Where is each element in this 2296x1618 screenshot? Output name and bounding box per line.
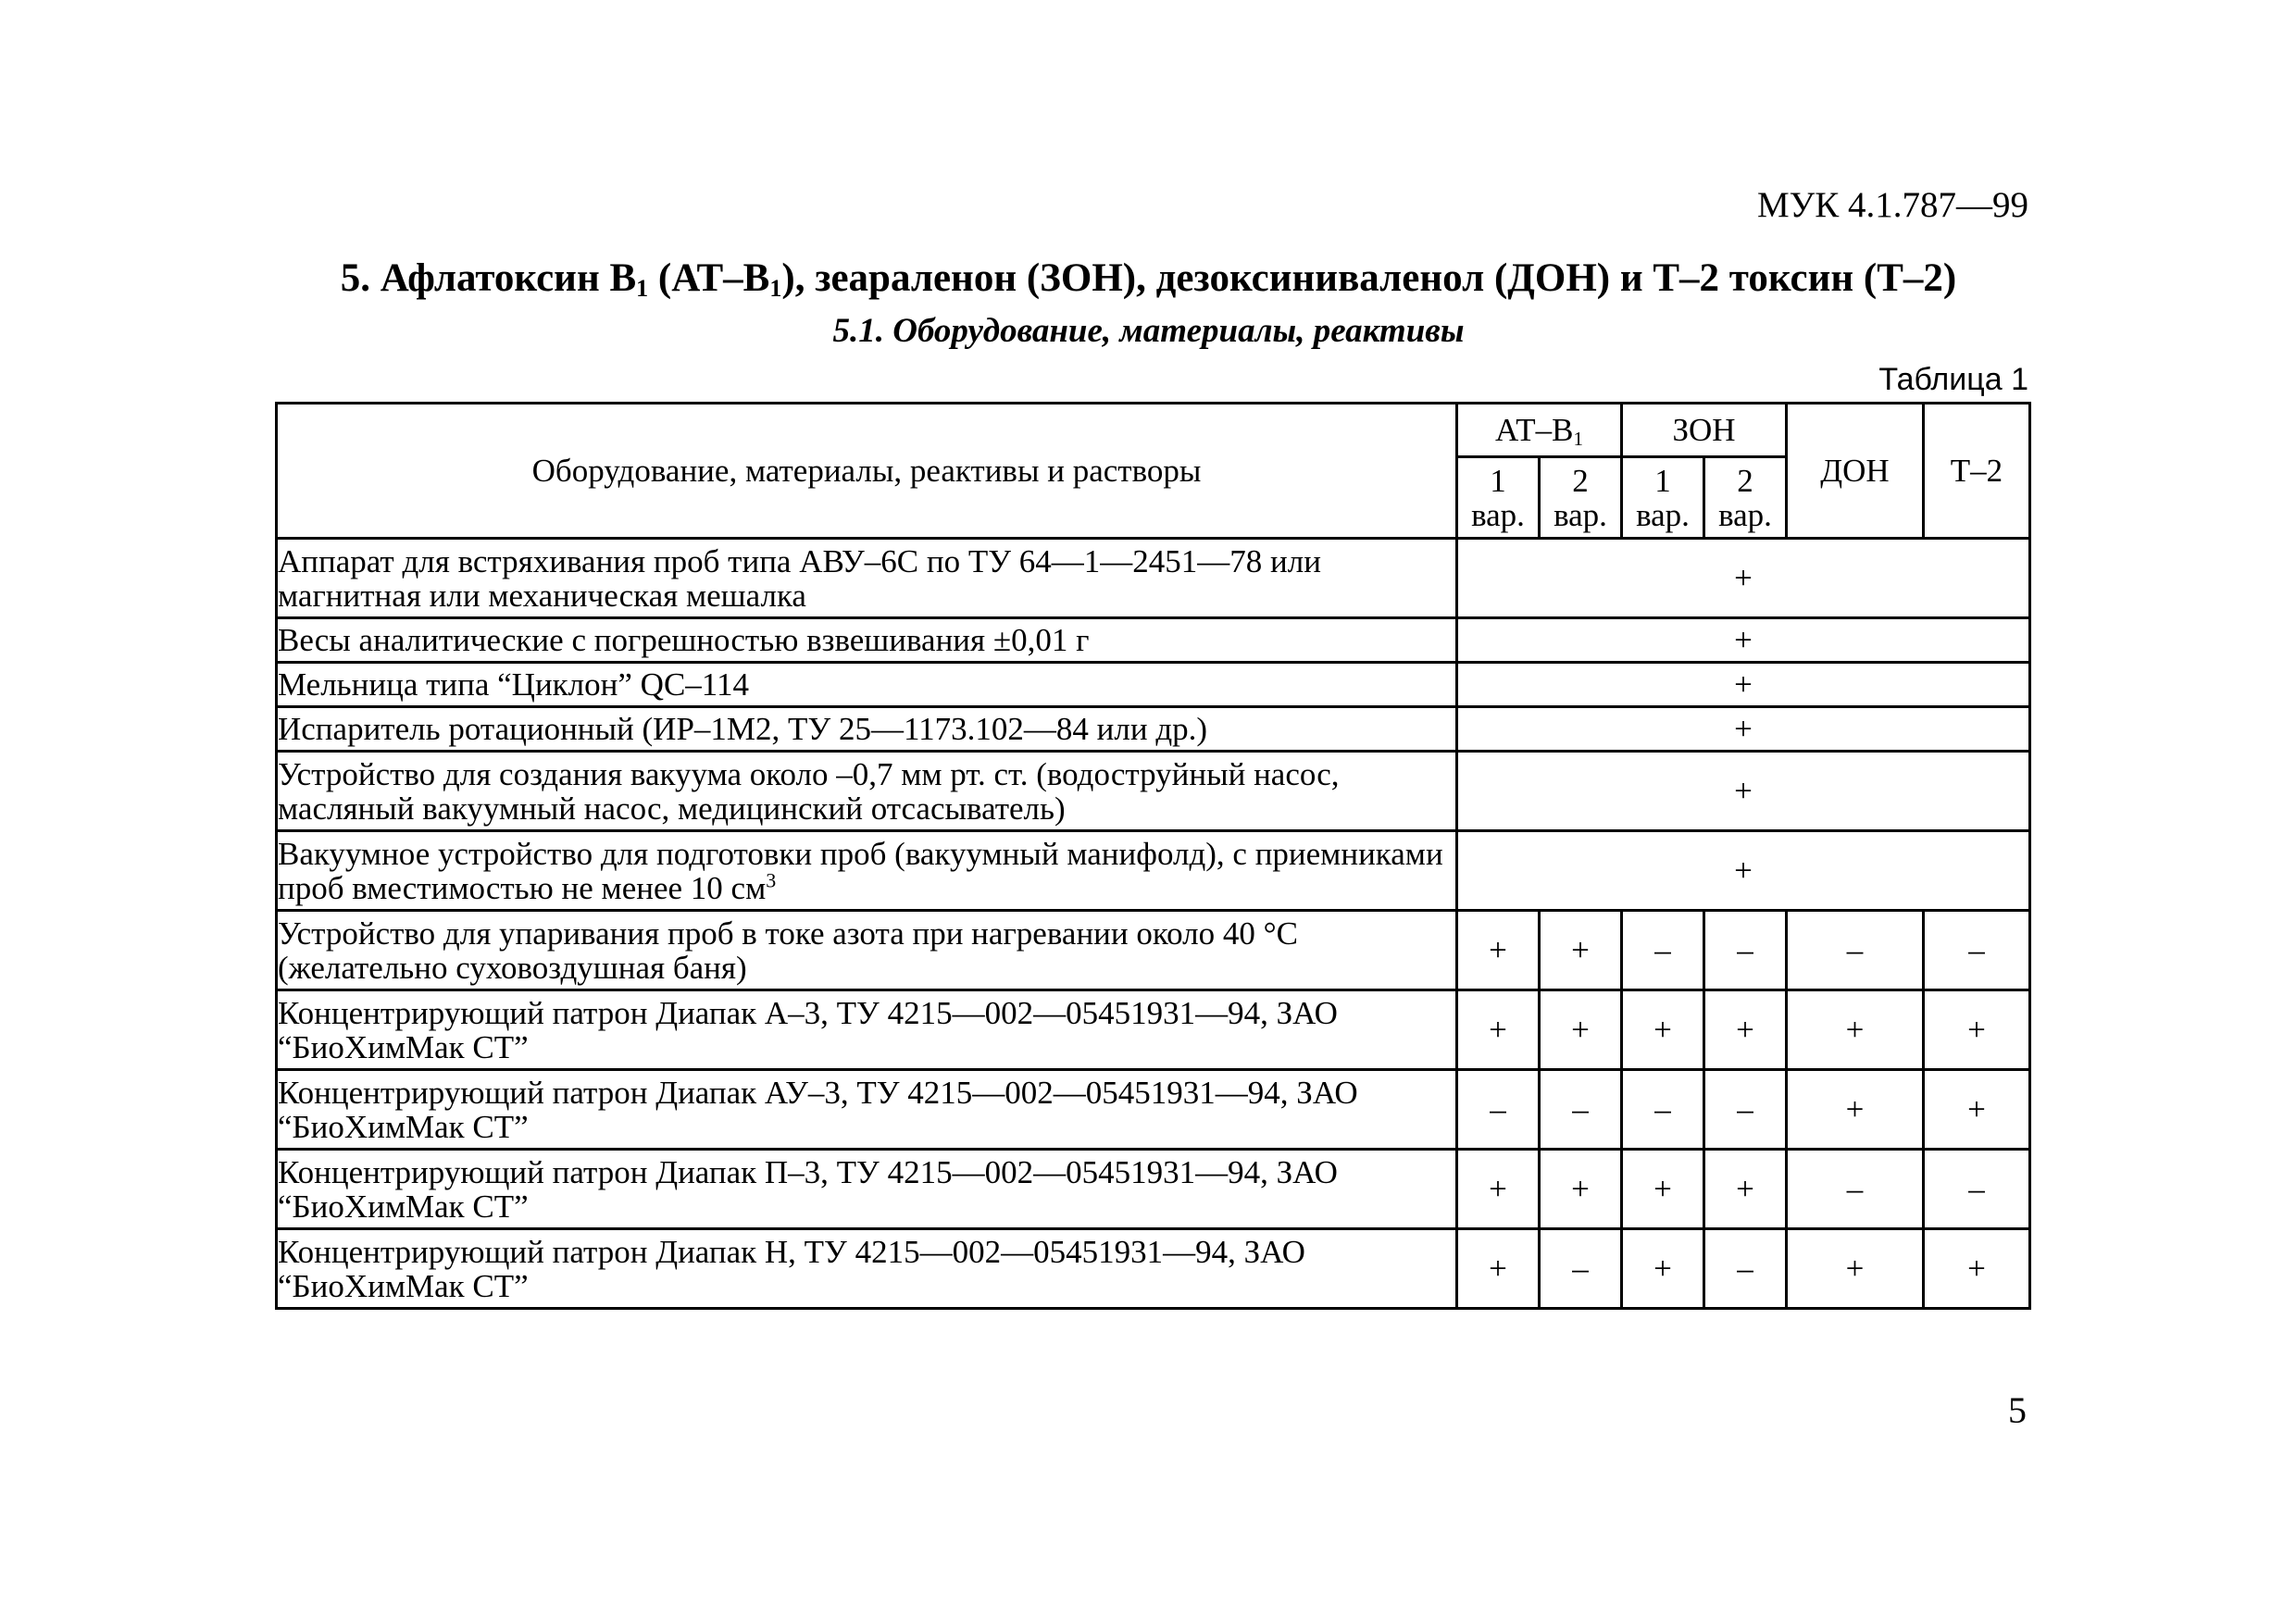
row-mark-all: +	[1457, 707, 2030, 752]
row-name: Концентрирующий патрон Диапак Н, ТУ 4215—002—05451931—94, ЗАО “БиоХимМак СТ”	[277, 1229, 1457, 1309]
mark-atb1-var2: –	[1540, 1229, 1622, 1309]
mark-zon-var1: +	[1622, 1150, 1704, 1229]
row-mark-all: +	[1457, 618, 2030, 663]
row-name-text: Вакуумное устройство для подготовки проб (вакуумный манифолд), с приемниками проб вместимостью не менее 10 см	[278, 835, 1443, 906]
mark-zon-var1: –	[1622, 911, 1704, 990]
var-number: 2	[1572, 462, 1589, 499]
row-name: Концентрирующий патрон Диапак АУ–3, ТУ 4215—002—05451931—94, ЗАО “БиоХимМак СТ”	[277, 1070, 1457, 1150]
mark-zon-var2: –	[1704, 1229, 1787, 1309]
header-zon-var1	[1622, 457, 1704, 539]
mark-don: –	[1787, 911, 1924, 990]
header-atb1-var1	[1457, 457, 1540, 539]
header-zon-var2	[1704, 457, 1787, 539]
table-header-row	[277, 404, 2030, 457]
row-mark-all: +	[1457, 831, 2030, 911]
row-name: Испаритель ротационный (ИР–1М2, ТУ 25—1173.102—84 или др.)	[277, 707, 1457, 752]
table-row	[277, 1070, 2030, 1150]
mark-zon-var1: +	[1622, 990, 1704, 1070]
header-zon: ЗОН	[1622, 404, 1787, 457]
header-atb1-var2	[1540, 457, 1622, 539]
mark-atb1-var1: +	[1457, 1229, 1540, 1309]
mark-zon-var1: +	[1622, 1229, 1704, 1309]
mark-zon-var2: –	[1704, 1070, 1787, 1150]
var-word: вар.	[1718, 496, 1772, 533]
row-name: Концентрирующий патрон Диапак П–3, ТУ 4215—002—05451931—94, ЗАО “БиоХимМак СТ”	[277, 1150, 1457, 1229]
table-row	[277, 707, 2030, 752]
mark-atb1-var2: –	[1540, 1070, 1622, 1150]
var-word: вар.	[1554, 496, 1607, 533]
subscript: 1	[1573, 428, 1583, 450]
row-name: Мельница типа “Циклон” QC–114	[277, 663, 1457, 707]
mark-atb1-var1: +	[1457, 911, 1540, 990]
table-row	[277, 990, 2030, 1070]
section-title-part: 5. Афлатоксин В	[340, 256, 637, 300]
header-don: ДОН	[1787, 404, 1924, 539]
var-number: 2	[1737, 462, 1753, 499]
subsection-title: 5.1. Оборудование, материалы, реактивы	[832, 312, 1465, 350]
row-mark-all: +	[1457, 752, 2030, 831]
mark-t2: +	[1924, 1229, 2030, 1309]
table-row	[277, 911, 2030, 990]
section-title	[268, 255, 2028, 302]
mark-t2: +	[1924, 990, 2030, 1070]
row-mark-all: +	[1457, 539, 2030, 618]
mark-don: +	[1787, 1070, 1924, 1150]
row-name: Аппарат для встряхивания проб типа АВУ–6С по ТУ 64—1—2451—78 или магнитная или механическая мешалка	[277, 539, 1457, 618]
table-row	[277, 831, 2030, 911]
subscript: 1	[636, 275, 649, 302]
mark-atb1-var1: –	[1457, 1070, 1540, 1150]
header-t2: Т–2	[1924, 404, 2030, 539]
equipment-table	[275, 402, 2031, 1310]
page-number: 5	[2008, 1389, 2027, 1431]
section-title-part: (АТ–В	[648, 256, 770, 300]
mark-zon-var2: +	[1704, 990, 1787, 1070]
superscript: 3	[766, 867, 777, 891]
mark-atb1-var1: +	[1457, 990, 1540, 1070]
mark-don: +	[1787, 990, 1924, 1070]
var-word: вар.	[1636, 496, 1690, 533]
header-atb1-text: АТ–В	[1495, 412, 1574, 448]
mark-don: +	[1787, 1229, 1924, 1309]
mark-zon-var1: –	[1622, 1070, 1704, 1150]
section-title-part: ), зеараленон (ЗОН), дезоксиниваленол (ДОН) и Т–2 токсин (Т–2)	[781, 256, 1957, 300]
mark-t2: –	[1924, 1150, 2030, 1229]
mark-t2: +	[1924, 1070, 2030, 1150]
document-code: МУК 4.1.787—99	[1756, 185, 2028, 225]
table-row	[277, 752, 2030, 831]
var-number: 1	[1654, 462, 1671, 499]
mark-atb1-var2: +	[1540, 911, 1622, 990]
mark-zon-var2: –	[1704, 911, 1787, 990]
row-name: Весы аналитические с погрешностью взвешивания ±0,01 г	[277, 618, 1457, 663]
var-word: вар.	[1471, 496, 1525, 533]
table-row	[277, 1150, 2030, 1229]
var-number: 1	[1490, 462, 1506, 499]
row-name	[277, 831, 1457, 911]
mark-t2: –	[1924, 911, 2030, 990]
row-name: Устройство для создания вакуума около –0,7 мм рт. ст. (водоструйный насос, масляный вакуумный насос, медицинский отсасыватель)	[277, 752, 1457, 831]
row-name: Устройство для упаривания проб в токе азота при нагревании около 40 °С (желательно суховоздушная баня)	[277, 911, 1457, 990]
table-row	[277, 1229, 2030, 1309]
mark-atb1-var2: +	[1540, 1150, 1622, 1229]
mark-atb1-var2: +	[1540, 990, 1622, 1070]
table-row	[277, 663, 2030, 707]
mark-atb1-var1: +	[1457, 1150, 1540, 1229]
table-label: Таблица 1	[1878, 362, 2028, 397]
header-atb1	[1457, 404, 1622, 457]
table-row	[277, 539, 2030, 618]
row-mark-all: +	[1457, 663, 2030, 707]
row-name: Концентрирующий патрон Диапак А–3, ТУ 4215—002—05451931—94, ЗАО “БиоХимМак СТ”	[277, 990, 1457, 1070]
mark-don: –	[1787, 1150, 1924, 1229]
table-row	[277, 618, 2030, 663]
mark-zon-var2: +	[1704, 1150, 1787, 1229]
subscript: 1	[769, 275, 782, 302]
header-main: Оборудование, материалы, реактивы и растворы	[277, 404, 1457, 539]
